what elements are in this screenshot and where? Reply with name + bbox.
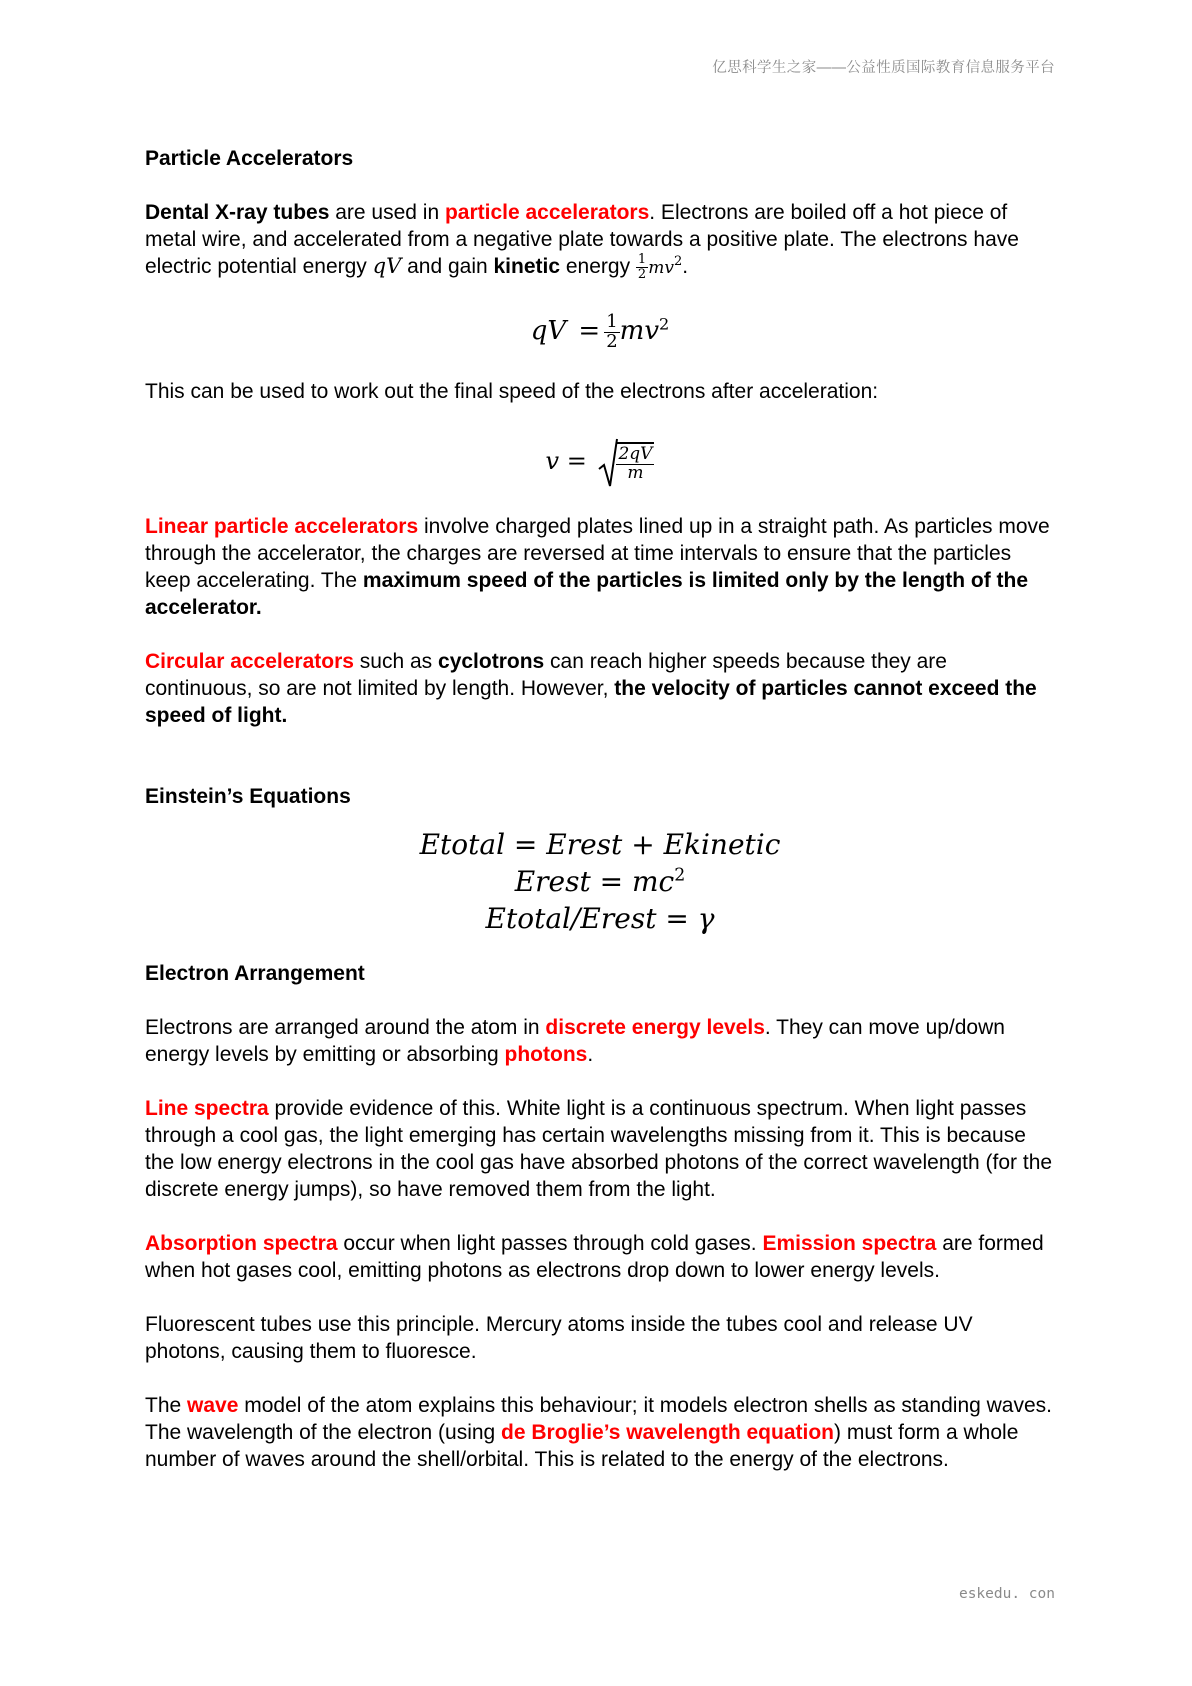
fraction-2qv-over-m (616, 442, 654, 483)
fraction-numerator: 1 (606, 310, 618, 332)
equation-erest (145, 863, 1055, 900)
emphasis-max-speed: maximum speed of the particles is limited only by the length of the accelerator. (145, 569, 1029, 619)
equation-velocity (145, 433, 1055, 489)
fraction-denominator: 2 (637, 267, 647, 282)
term-circular-accelerators: Circular accelerators (145, 650, 354, 673)
text: such as (353, 650, 439, 673)
paragraph-dental-xray (145, 199, 1055, 282)
fraction-numerator: 1 (637, 252, 647, 268)
term-photons: photons (504, 1043, 588, 1066)
term-cyclotrons: cyclotrons (438, 650, 545, 673)
term-wave: wave (187, 1394, 239, 1417)
math-exponent: 2 (674, 865, 686, 886)
equation-etotal: Etotal = Erest + Ekinetic (419, 828, 781, 861)
fraction-denominator: m (627, 463, 644, 483)
paragraph-linear-accelerators (145, 513, 1055, 621)
heading-particle-accelerators: Particle Accelerators (145, 147, 354, 170)
site-header-title: 亿思科学生之家——公益性质国际教育信息服务平台 (712, 60, 1055, 76)
fraction-numerator: 2qV (618, 444, 653, 465)
einstein-equations-block (145, 826, 1055, 937)
text: occur when light passes through cold gases. (337, 1232, 763, 1255)
math-v-equals: v = (545, 447, 587, 475)
document-body (145, 145, 1055, 1473)
paragraph-circular-accelerators (145, 648, 1055, 729)
paragraph-wave-model (145, 1392, 1055, 1473)
paragraph-absorption-emission (145, 1230, 1055, 1284)
math-qv: qV (372, 254, 402, 278)
equation-erest-text: Erest = mc (514, 865, 675, 898)
text: . Electrons are boiled off a hot piece of metal wire, and accelerated from a negative plate towards a positive plate. The electrons have electric potential energy (145, 201, 1019, 278)
paragraph-fluorescent-tubes: Fluorescent tubes use this principle. Mercury atoms inside the tubes cool and release UV photons, causing them to fluoresce. (145, 1313, 973, 1363)
square-root-icon (598, 437, 618, 489)
text: ) must form a whole number of waves around the shell/orbital. This is related to the energy of the electrons. (145, 1421, 1019, 1471)
term-discrete-energy-levels: discrete energy levels (545, 1016, 765, 1039)
fraction-denominator: 2 (606, 330, 618, 352)
paragraph-line-spectra (145, 1095, 1055, 1203)
term-line-spectra: Line spectra (145, 1097, 269, 1120)
text: The (145, 1394, 188, 1417)
term-emission-spectra: Emission spectra (762, 1232, 937, 1255)
term-linear-particle-accelerators: Linear particle accelerators (145, 515, 419, 538)
term-particle-accelerators: particle accelerators (444, 201, 650, 224)
math-exponent: 2 (659, 314, 670, 334)
text: model of the atom explains this behaviour; it models electron shells as standing waves. The wavelength of the electron (using (145, 1394, 1053, 1444)
text: . They can move up/down energy levels by emitting or absorbing (145, 1016, 1005, 1066)
math-qv: qV (530, 316, 567, 346)
equation-gamma: Etotal/Erest = γ (485, 902, 715, 935)
math-mv: mv (648, 258, 674, 278)
text: energy (560, 255, 636, 278)
inline-kinetic-energy-formula (636, 252, 683, 282)
math-exponent: 2 (673, 254, 683, 269)
term-absorption-spectra: Absorption spectra (145, 1232, 338, 1255)
text: . (587, 1043, 594, 1066)
term-dental-xray-tubes: Dental X-ray tubes (145, 201, 330, 224)
text: . (682, 255, 689, 278)
site-footer-url: eskedu. con (958, 1586, 1055, 1602)
fraction-half (636, 253, 648, 281)
text: provide evidence of this. White light is a continuous spectrum. When light passes through a cool gas, the light emerging has certain wavelengths missing from it. This is because the low energy electrons in the cool gas have absorbed photons of the correct wavelength (for the discrete energy jumps), so have removed them from the light. (145, 1097, 1053, 1201)
text: Electrons are arranged around the atom in (145, 1016, 546, 1039)
equation-qv-kinetic (145, 308, 1055, 354)
text: are used in (329, 201, 445, 224)
text: and gain (401, 255, 494, 278)
text: are formed when hot gases cool, emitting photons as electrons drop down to lower energy levels. (145, 1232, 1044, 1282)
emphasis-speed-of-light: the velocity of particles cannot exceed the speed of light. (145, 677, 1037, 727)
heading-einsteins-equations: Einstein’s Equations (145, 785, 351, 808)
heading-electron-arrangement: Electron Arrangement (145, 962, 365, 985)
text: can reach higher speeds because they are continuous, so are not limited by length. However, (145, 650, 947, 700)
term-kinetic: kinetic (493, 255, 561, 278)
math-mv: mv (619, 316, 660, 346)
paragraph-energy-levels (145, 1014, 1055, 1068)
math-equals: = (578, 316, 601, 346)
paragraph-final-speed: This can be used to work out the final speed of the electrons after acceleration: (145, 380, 879, 403)
text: involve charged plates lined up in a straight path. As particles move through the accelerator, the charges are reversed at time intervals to ensure that the particles keep accelerating. The (145, 515, 1050, 592)
term-de-broglie-equation: de Broglie’s wavelength equation (501, 1421, 834, 1444)
fraction-half (604, 310, 619, 352)
